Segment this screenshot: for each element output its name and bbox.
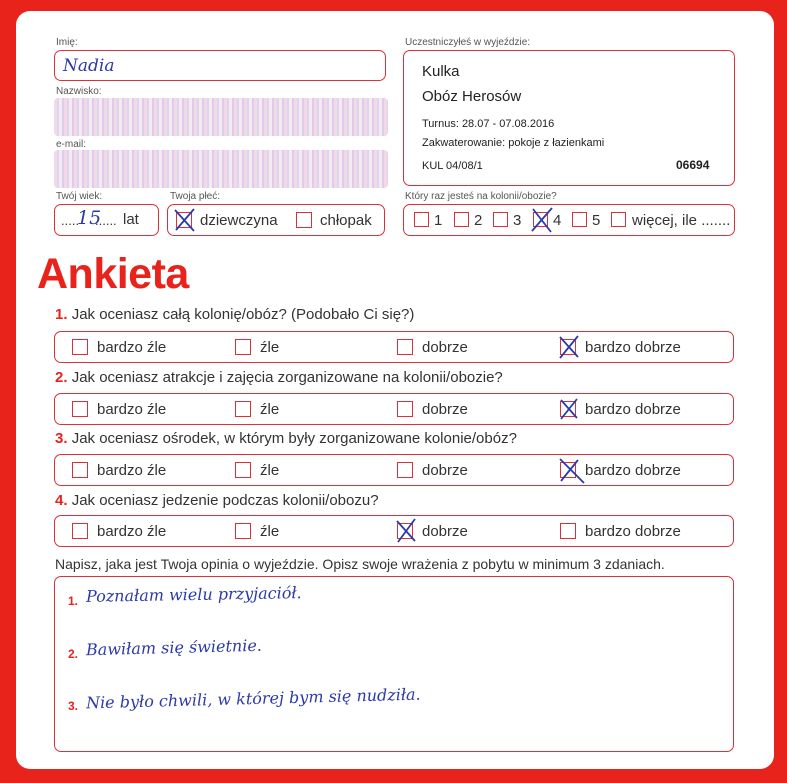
question-3: [55, 430, 517, 447]
question-1: [55, 306, 414, 323]
answer-number: 2.: [68, 647, 79, 661]
turnus-card: [403, 50, 735, 186]
q2-checkbox-bardzo-zle[interactable]: [72, 401, 88, 417]
q1-checkbox-bardzo-zle[interactable]: [72, 339, 88, 355]
wiek-unit: lat: [123, 211, 139, 228]
question-text: Jak oceniasz całą kolonię/obóz? (Podobało Ci się?): [71, 306, 415, 323]
rating-label: bardzo źle: [97, 339, 167, 356]
q3-checkbox-bardzo-zle[interactable]: [72, 462, 88, 478]
q1-checkbox-dobrze[interactable]: [397, 339, 413, 355]
check-mark-icon: [556, 456, 582, 484]
rating-label: dobrze: [422, 462, 468, 479]
card-line1: Kulka: [422, 63, 460, 80]
q2-checkbox-bardzo-dobrze[interactable]: [560, 401, 576, 417]
q2-checkbox-dobrze[interactable]: [397, 401, 413, 417]
ktory-option-label: 5: [592, 212, 601, 229]
imie-field[interactable]: [54, 50, 386, 81]
q3-checkbox-dobrze[interactable]: [397, 462, 413, 478]
rating-label: dobrze: [422, 401, 468, 418]
q4-checkbox-bardzo-zle[interactable]: [72, 523, 88, 539]
wiek-value: 15: [77, 207, 102, 229]
rating-label: bardzo dobrze: [585, 339, 681, 356]
q4-checkbox-bardzo-dobrze[interactable]: [560, 523, 576, 539]
check-mark-icon: [556, 395, 582, 423]
plec-label: Twoja płeć:: [170, 191, 221, 202]
card-numer: 06694: [676, 158, 710, 172]
ktory-option-label: więcej, ile .......: [632, 212, 731, 229]
nazwisko-label: Nazwisko:: [56, 86, 102, 97]
opinion-prompt: Napisz, jaka jest Twoja opinia o wyjeździe. Opisz swoje wrażenia z pobytu w minimum 3 zdaniach.: [55, 556, 665, 572]
card-line2: Obóz Herosów: [422, 88, 522, 105]
rating-label: źle: [260, 462, 280, 479]
card-kod: KUL 04/08/1: [422, 160, 483, 172]
question-number: 1.: [55, 306, 68, 323]
ktory-checkbox-4[interactable]: [533, 212, 548, 227]
wiek-dots-left: .....: [61, 213, 80, 228]
rating-label: bardzo źle: [97, 523, 167, 540]
answer-number: 3.: [68, 699, 79, 713]
rating-label: dobrze: [422, 339, 468, 356]
ktory-checkbox-5[interactable]: [572, 212, 587, 227]
answer-number: 1.: [68, 594, 79, 608]
ktory-checkbox-wiecej[interactable]: [611, 212, 626, 227]
check-mark-icon: [172, 206, 198, 234]
q3-checkbox-bardzo-dobrze[interactable]: [560, 462, 576, 478]
question-4: [55, 492, 379, 509]
check-mark-icon: [556, 333, 582, 361]
check-mark-icon: [529, 206, 555, 234]
plec-checkbox-chlopak[interactable]: [296, 212, 312, 228]
email-label: e-mail:: [56, 139, 87, 150]
q1-checkbox-bardzo-dobrze[interactable]: [560, 339, 576, 355]
question-text: Jak oceniasz ośrodek, w którym były zorganizowane kolonie/obóz?: [71, 430, 517, 447]
wiek-label: Twój wiek:: [56, 191, 103, 202]
imie-value: Nadia: [63, 56, 115, 76]
plec-option-label: dziewczyna: [200, 212, 278, 229]
answer-text: Bawiłam się świetnie.: [85, 635, 263, 660]
question-number: 4.: [55, 492, 68, 509]
ktory-option-label: 3: [513, 212, 522, 229]
check-mark-icon: [393, 517, 419, 545]
plec-checkbox-dziewczyna[interactable]: [176, 212, 192, 228]
wiek-field[interactable]: [54, 204, 159, 236]
page-title: Ankieta: [37, 250, 189, 298]
rating-label: źle: [260, 401, 280, 418]
q4-checkbox-zle[interactable]: [235, 523, 251, 539]
ktory-checkbox-1[interactable]: [414, 212, 429, 227]
rating-label: bardzo źle: [97, 462, 167, 479]
plec-option-label: chłopak: [320, 212, 372, 229]
email-redacted: [54, 150, 388, 188]
ktory-checkbox-2[interactable]: [454, 212, 469, 227]
ktory-checkbox-3[interactable]: [493, 212, 508, 227]
ktory-option-label: 2: [474, 212, 483, 229]
wiek-dots-right: ......: [95, 213, 117, 228]
rating-label: dobrze: [422, 523, 468, 540]
rating-label: bardzo dobrze: [585, 401, 681, 418]
q3-checkbox-zle[interactable]: [235, 462, 251, 478]
rating-label: bardzo dobrze: [585, 462, 681, 479]
q2-checkbox-zle[interactable]: [235, 401, 251, 417]
q4-checkbox-dobrze[interactable]: [397, 523, 413, 539]
rating-label: bardzo źle: [97, 401, 167, 418]
ktory-option-label: 4: [553, 212, 562, 229]
card-zakwaterowanie: Zakwaterowanie: pokoje z łazienkami: [422, 137, 605, 149]
q1-checkbox-zle[interactable]: [235, 339, 251, 355]
imie-label: Imię:: [56, 37, 78, 48]
rating-label: źle: [260, 523, 280, 540]
card-turnus: Turnus: 28.07 - 07.08.2016: [422, 118, 555, 130]
question-text: Jak oceniasz atrakcje i zajęcia zorganizowane na kolonii/obozie?: [71, 369, 503, 386]
rating-label: bardzo dobrze: [585, 523, 681, 540]
ktory-label: Który raz jesteś na kolonii/obozie?: [405, 191, 557, 202]
question-number: 3.: [55, 430, 68, 447]
rating-label: źle: [260, 339, 280, 356]
nazwisko-redacted: [54, 98, 388, 136]
question-2: [55, 369, 503, 386]
answer-text: Nie było chwili, w której bym się nudziła.: [85, 684, 421, 713]
answer-text: Poznałam wielu przyjaciół.: [85, 583, 302, 606]
uczestnik-label: Uczestniczyłeś w wyjeździe:: [405, 37, 531, 48]
question-number: 2.: [55, 369, 68, 386]
ktory-option-label: 1: [434, 212, 443, 229]
question-text: Jak oceniasz jedzenie podczas kolonii/obozu?: [71, 492, 379, 509]
